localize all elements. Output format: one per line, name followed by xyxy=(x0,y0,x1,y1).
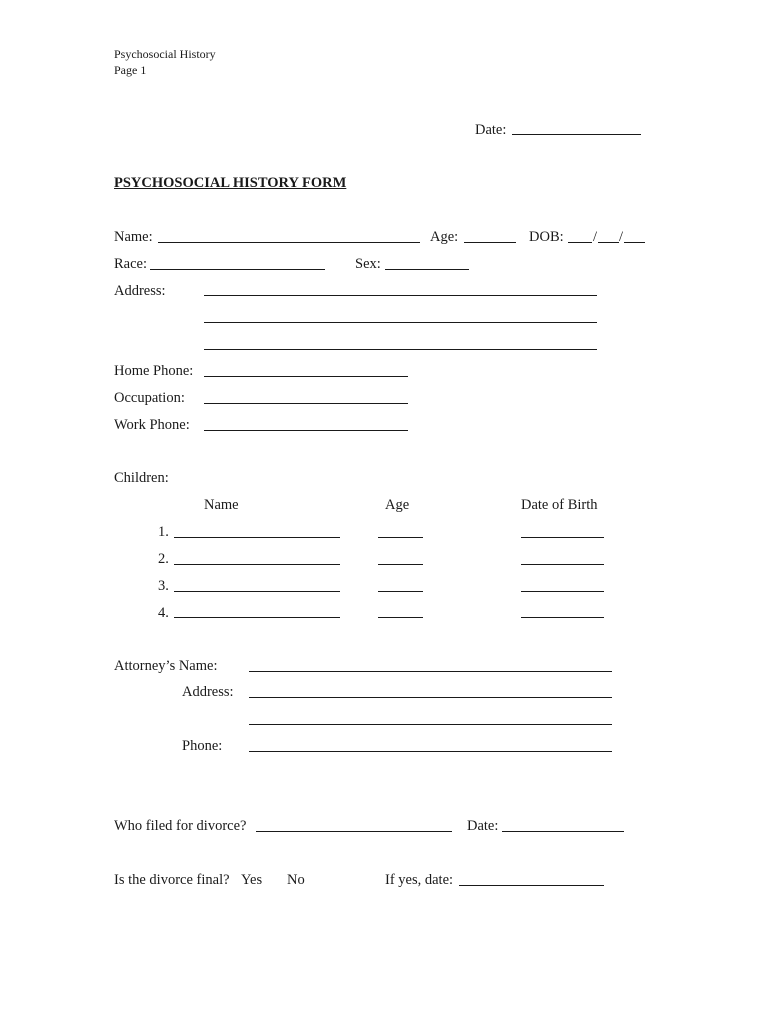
children-col-dob: Date of Birth xyxy=(521,497,598,513)
dob-label: DOB: xyxy=(529,229,564,245)
occupation-field[interactable] xyxy=(204,403,408,404)
address-line-2[interactable] xyxy=(204,322,597,323)
attorney-phone-label: Phone: xyxy=(182,738,223,754)
child-1-age-field[interactable] xyxy=(378,537,423,538)
work-phone-field[interactable] xyxy=(204,430,408,431)
occupation-label: Occupation: xyxy=(114,390,185,406)
attorney-name-field[interactable] xyxy=(249,671,612,672)
if-yes-date-field[interactable] xyxy=(459,885,604,886)
dob-month-field[interactable] xyxy=(568,242,592,243)
child-row-number: 3. xyxy=(158,578,169,594)
document-page-number: Page 1 xyxy=(114,63,147,77)
home-phone-field[interactable] xyxy=(204,376,408,377)
sex-label: Sex: xyxy=(355,256,381,272)
who-filed-label: Who filed for divorce? xyxy=(114,818,247,834)
child-row-number: 2. xyxy=(158,551,169,567)
document-header-title: Psychosocial History xyxy=(114,47,216,61)
attorney-name-label: Attorney’s Name: xyxy=(114,658,218,674)
children-col-age: Age xyxy=(385,497,410,513)
sex-field[interactable] xyxy=(385,269,469,270)
who-filed-field[interactable] xyxy=(256,831,452,832)
child-2-name-field[interactable] xyxy=(174,564,340,565)
if-yes-date-label: If yes, date: xyxy=(385,872,454,888)
age-label: Age: xyxy=(430,229,459,245)
race-label: Race: xyxy=(114,256,148,272)
child-4-age-field[interactable] xyxy=(378,617,423,618)
attorney-address-label: Address: xyxy=(182,684,234,700)
child-row-number: 4. xyxy=(158,605,169,621)
divorce-date-field[interactable] xyxy=(502,831,624,832)
dob-separator-1: / xyxy=(593,229,598,245)
child-3-name-field[interactable] xyxy=(174,591,340,592)
address-line-3[interactable] xyxy=(204,349,597,350)
name-field[interactable] xyxy=(158,242,420,243)
child-2-age-field[interactable] xyxy=(378,564,423,565)
attorney-address-line-1[interactable] xyxy=(249,697,612,698)
child-row-number: 1. xyxy=(158,524,169,540)
divorce-final-yes-option[interactable]: Yes xyxy=(241,872,263,888)
children-col-name: Name xyxy=(204,497,239,513)
child-1-name-field[interactable] xyxy=(174,537,340,538)
race-field[interactable] xyxy=(150,269,325,270)
child-2-dob-field[interactable] xyxy=(521,564,604,565)
children-label: Children: xyxy=(114,470,169,486)
child-3-age-field[interactable] xyxy=(378,591,423,592)
name-label: Name: xyxy=(114,229,153,245)
dob-year-field[interactable] xyxy=(624,242,645,243)
home-phone-label: Home Phone: xyxy=(114,363,194,379)
dob-separator-2: / xyxy=(619,229,624,245)
date-label: Date: xyxy=(475,122,507,138)
form-title: PSYCHOSOCIAL HISTORY FORM xyxy=(114,175,347,191)
child-4-dob-field[interactable] xyxy=(521,617,604,618)
address-label: Address: xyxy=(114,283,166,299)
child-3-dob-field[interactable] xyxy=(521,591,604,592)
divorce-final-no-option[interactable]: No xyxy=(287,872,305,888)
divorce-date-label: Date: xyxy=(467,818,499,834)
dob-day-field[interactable] xyxy=(598,242,619,243)
divorce-final-label: Is the divorce final? xyxy=(114,872,230,888)
age-field[interactable] xyxy=(464,242,516,243)
attorney-address-line-2[interactable] xyxy=(249,724,612,725)
child-1-dob-field[interactable] xyxy=(521,537,604,538)
date-field[interactable] xyxy=(512,134,641,135)
address-line-1[interactable] xyxy=(204,295,597,296)
work-phone-label: Work Phone: xyxy=(114,417,190,433)
child-4-name-field[interactable] xyxy=(174,617,340,618)
attorney-phone-field[interactable] xyxy=(249,751,612,752)
